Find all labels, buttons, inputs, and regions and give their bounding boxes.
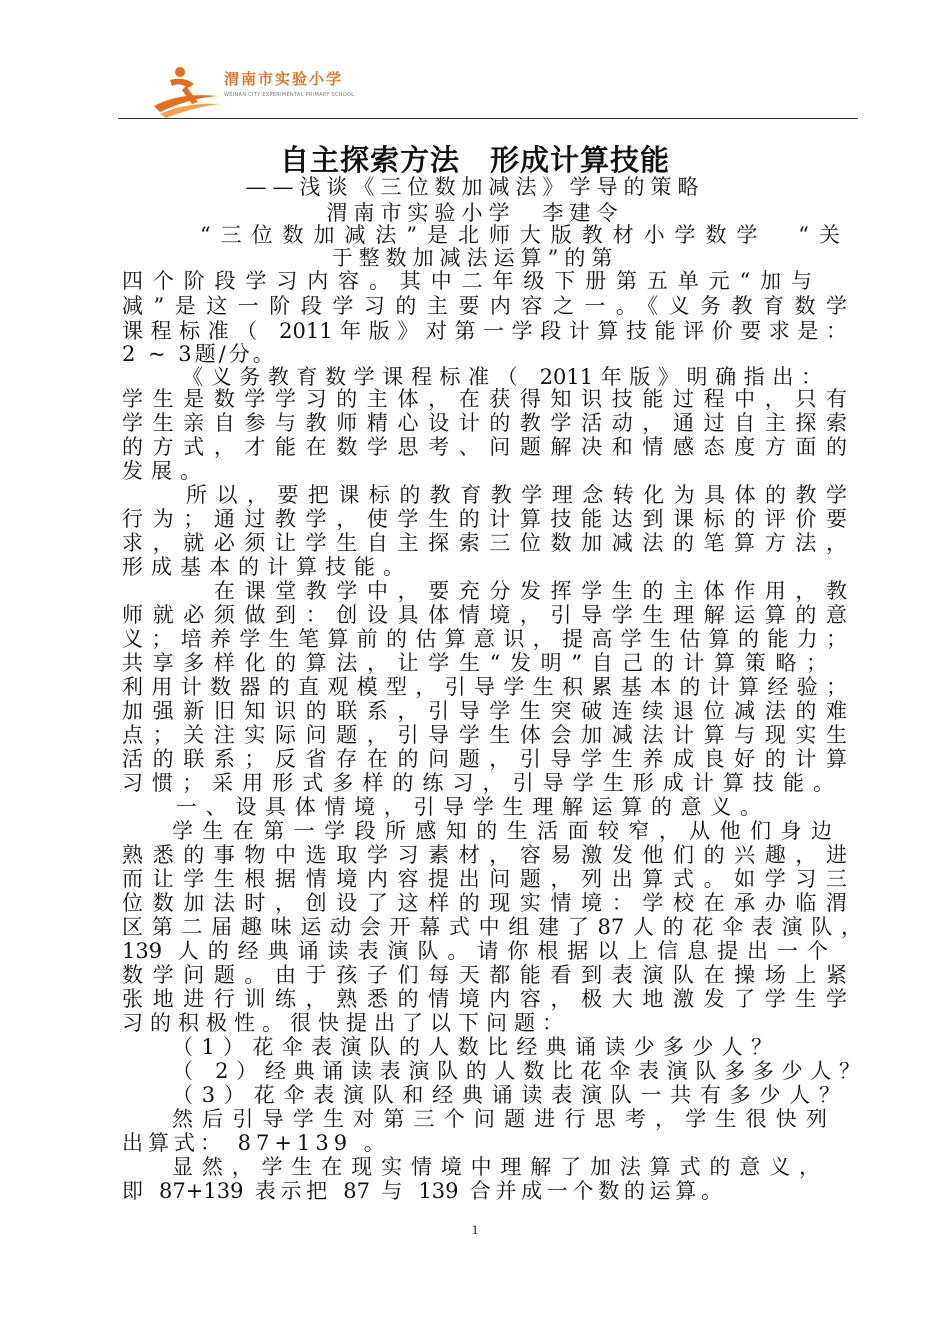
paragraph-line: 形成基本的计算技能。 [122, 555, 412, 579]
paragraph-line: 习惯；采用形式多样的练习，引导学生形成计算技能。 [122, 771, 834, 795]
paragraph-line: 显然，学生在现实情境中理解了加法算式的意义， [172, 1155, 820, 1179]
paragraph-line: 四个阶段学习内容。其中二年级下册第五单元“加与 [122, 269, 812, 293]
paragraph-line: 位数加法时，创设了这样的现实情境：学校在承办临渭 [122, 891, 847, 915]
paragraph-line: 在课堂教学中，要充分发挥学生的主体作用，教 [214, 579, 847, 603]
paragraph-line: 所以，要把课标的教育教学理念转化为具体的教学 [186, 483, 847, 507]
paragraph-line: 熟悉的事物中选取学习素材，容易激发他们的兴趣，进 [122, 843, 847, 867]
paragraph-line: 学生是数学学习的主体，在获得知识技能过程中，只有 [122, 387, 847, 411]
paragraph-line: 然后引导学生对第三个问题进行思考，学生很快列 [172, 1107, 827, 1131]
header-divider [118, 118, 858, 119]
paragraph-line: 师就必须做到：创设具体情境，引导学生理解运算的意 [122, 603, 847, 627]
paragraph-line: 减”是这一阶段学习的主要内容之一。《义务教育数学 [122, 294, 847, 318]
runner-logo-icon [150, 62, 222, 118]
page-number: 1 [471, 1222, 479, 1237]
section-heading: 一、设具体情境，引导学生理解运算的意义。 [176, 795, 761, 819]
school-logo [150, 62, 400, 122]
paragraph-line: 张地进行训练，熟悉的情境内容，极大地激发了学生学 [122, 987, 847, 1011]
paragraph-line: 课程标准（ 2011年版》对第一学段计算技能评价要求是： [122, 319, 847, 343]
article-title: 自主探索方法 形成计算技能 [279, 143, 670, 177]
question-item: （ 2）经典诵读表演队的人数比花伞表演队多多少人？ [172, 1059, 860, 1083]
author-line: 渭南市实验小学 李建令 [326, 201, 624, 225]
paragraph-line: 行为；通过教学，使学生的计算技能达到课标的评价要 [122, 507, 847, 531]
paragraph-line: 点；关注实际问题，引导学生体会加减法计算与现实生 [122, 723, 847, 747]
paragraph-line: “三位数加减法”是北师大版教材小学数学 “关 [200, 223, 840, 247]
school-name-en: WEINAN CITY EXPERIMENTAL PRIMARY SCHOOL [224, 92, 355, 98]
paragraph-line: 求，就必须让学生自主探索三位数加减法的笔算方法， [122, 531, 847, 555]
school-name-logo-text: 渭南市实验小学 [224, 70, 344, 88]
question-item: （1）花伞表演队的人数比经典诵读少多少人？ [172, 1035, 772, 1059]
paragraph-line: 《义务教育数学课程标准（ 2011年版》明确指出： [182, 365, 822, 389]
subtitle: ——浅谈《三位数加减法》学导的策略 [245, 175, 705, 199]
paragraph-line: 加强新旧知识的联系，引导学生突破连续退位减法的难 [122, 699, 847, 723]
paragraph-line: 数学问题。由于孩子们每天都能看到表演队在操场上紧 [122, 963, 847, 987]
paragraph-line: 发展。 [122, 459, 209, 483]
paragraph-line: 利用计数器的直观模型，引导学生积累基本的计算经验； [122, 675, 847, 699]
paragraph-line: 139 人的经典诵读表演队。请你根据以上信息提出一个 [122, 939, 828, 963]
paragraph-line: 学生亲自参与教师精心设计的教学活动，通过自主探索 [122, 411, 847, 435]
paragraph-line: 2 ~ 3题/分。 [122, 342, 277, 366]
paragraph-line: 习的积极性。很快提出了以下问题： [122, 1011, 570, 1035]
paragraph-line: 学生在第一学段所感知的生活面较窄，从他们身边 [172, 819, 832, 843]
paragraph-line: 活的联系；反省存在的问题，引导学生养成良好的计算 [122, 747, 847, 771]
paragraph-line: 共享多样化的算法，让学生“发明”自己的计算策略； [122, 651, 827, 675]
paragraph-line: 出算式： 87+139 。 [122, 1131, 390, 1155]
paragraph-line: 义；培养学生笔算前的估算意识，提高学生估算的能力； [122, 627, 847, 651]
paragraph-line: 而让学生根据情境内容提出问题，列出算式。如学习三 [122, 867, 847, 891]
question-item: （3）花伞表演队和经典诵读表演队一共有多少人？ [172, 1083, 840, 1107]
paragraph-line: 即 87+139 表示把 87 与 139 合并成一个数的运算。 [122, 1179, 722, 1203]
paragraph-line: 于整数加减法运算”的第 [331, 246, 619, 270]
paragraph-line: 区第二届趣味运动会开幕式中组建了87人的花伞表演队， [122, 915, 862, 939]
paragraph-line: 的方式，才能在数学思考、问题解决和情感态度方面的 [122, 435, 847, 459]
